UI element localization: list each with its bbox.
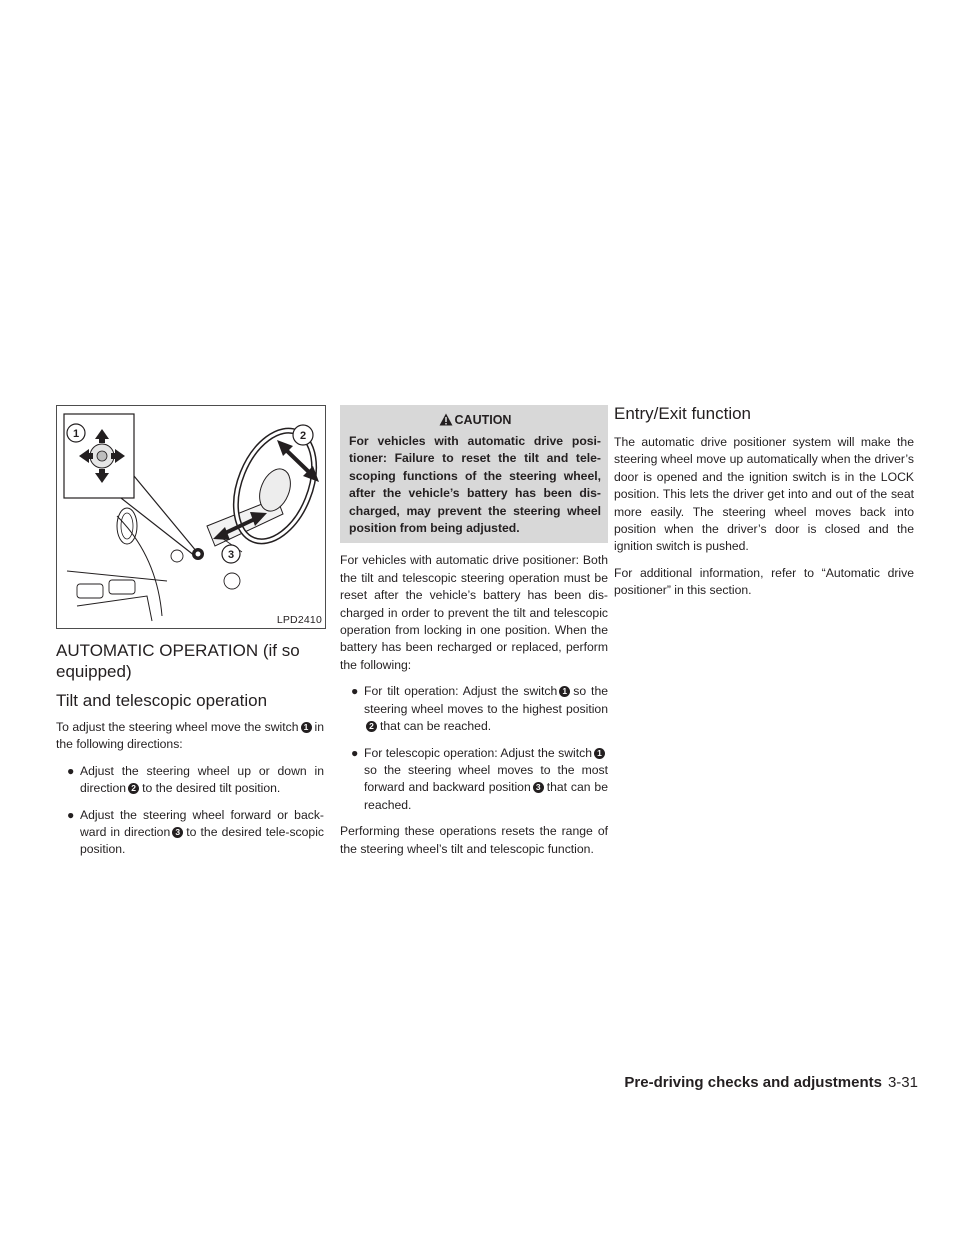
entry-exit-paragraph: The automatic drive positioner system will make the steering wheel move up automatically when the driver’s door is opened and the ignition switch is in the LOCK position. This lets the driver get into and out of the seat more easily. The steering wheel moves back into position when the driver’s door is closed and the ignition switch is pushed.: [614, 435, 914, 554]
callout-1: 1: [72, 428, 80, 440]
reference-paragraph: For additional information, refer to “Automatic drive positioner” in this section.: [614, 565, 914, 598]
list-item: ● Adjust the steering wheel up or down in direction 2 to the desired tilt position.: [67, 763, 324, 796]
callout-ref-1: 1: [301, 722, 312, 733]
list-item: ● For tilt operation: Adjust the switch 1 so the steering wheel moves to the highest position2 that can be reached.: [351, 684, 608, 734]
caution-text: For vehicles with automatic drive posi-tioner: Failure to reset the tilt and tele-scoping functions of the steering wheel, after the vehicle’s battery has been dis-charged, may prevent the steering wheel position from being adjusted.: [349, 434, 601, 536]
column-right: [614, 405, 914, 609]
callout-2: 2: [299, 430, 307, 442]
list-item: ● Adjust the steering wheel forward or back-ward in direction 3 to the desired tele-scopic position.: [67, 807, 324, 857]
column-middle: [340, 405, 608, 867]
callout-ref-3: 3: [533, 782, 544, 793]
figure-code: LPD2410: [276, 614, 322, 626]
summary-paragraph: Performing these operations resets the range of the steering wheel’s tilt and telescopic function.: [340, 824, 608, 856]
callout-3: 3: [227, 549, 235, 561]
callout-ref-2: 2: [128, 783, 139, 794]
footer-section-title: Pre-driving checks and adjustments: [624, 1074, 882, 1091]
list-item: ● For telescopic operation: Adjust the switch 1so the steering wheel moves to the most forward and backward position 3 that can be reached.: [351, 745, 608, 812]
warning-icon: [439, 413, 453, 426]
page-footer: [624, 1074, 918, 1091]
callout-ref-3: 3: [172, 827, 183, 838]
section-heading: AUTOMATIC OPERATION (if so equipped): [56, 641, 300, 681]
callout-ref-1: 1: [559, 686, 570, 697]
column-left: [56, 405, 324, 868]
caution-header: [349, 407, 601, 431]
subsection-heading: Tilt and telescopic operation: [56, 691, 268, 710]
callout-ref-2: 2: [366, 721, 377, 732]
steering-adjust-figure: [56, 405, 326, 629]
callout-ref-1: 1: [594, 748, 605, 759]
intro-paragraph: To adjust the steering wheel move the switch 1 in the following directions:: [56, 720, 324, 752]
caution-box: [340, 405, 608, 543]
reset-paragraph: For vehicles with automatic drive positioner: Both the tilt and telescopic steering operation must be reset after the vehicle’s battery has been dis-charged in order to prevent the tilt and telescopic operation from locking in one position. When the battery has been recharged or replaced, perform the following:: [340, 553, 608, 672]
reset-bullet-list: [340, 683, 608, 814]
page-number: 3-31: [887, 1074, 918, 1091]
tilt-bullet-list: [56, 763, 324, 859]
steering-wheel-illustration: [57, 406, 327, 630]
caution-title: CAUTION: [454, 413, 512, 427]
entry-exit-heading: Entry/Exit function: [614, 404, 752, 423]
